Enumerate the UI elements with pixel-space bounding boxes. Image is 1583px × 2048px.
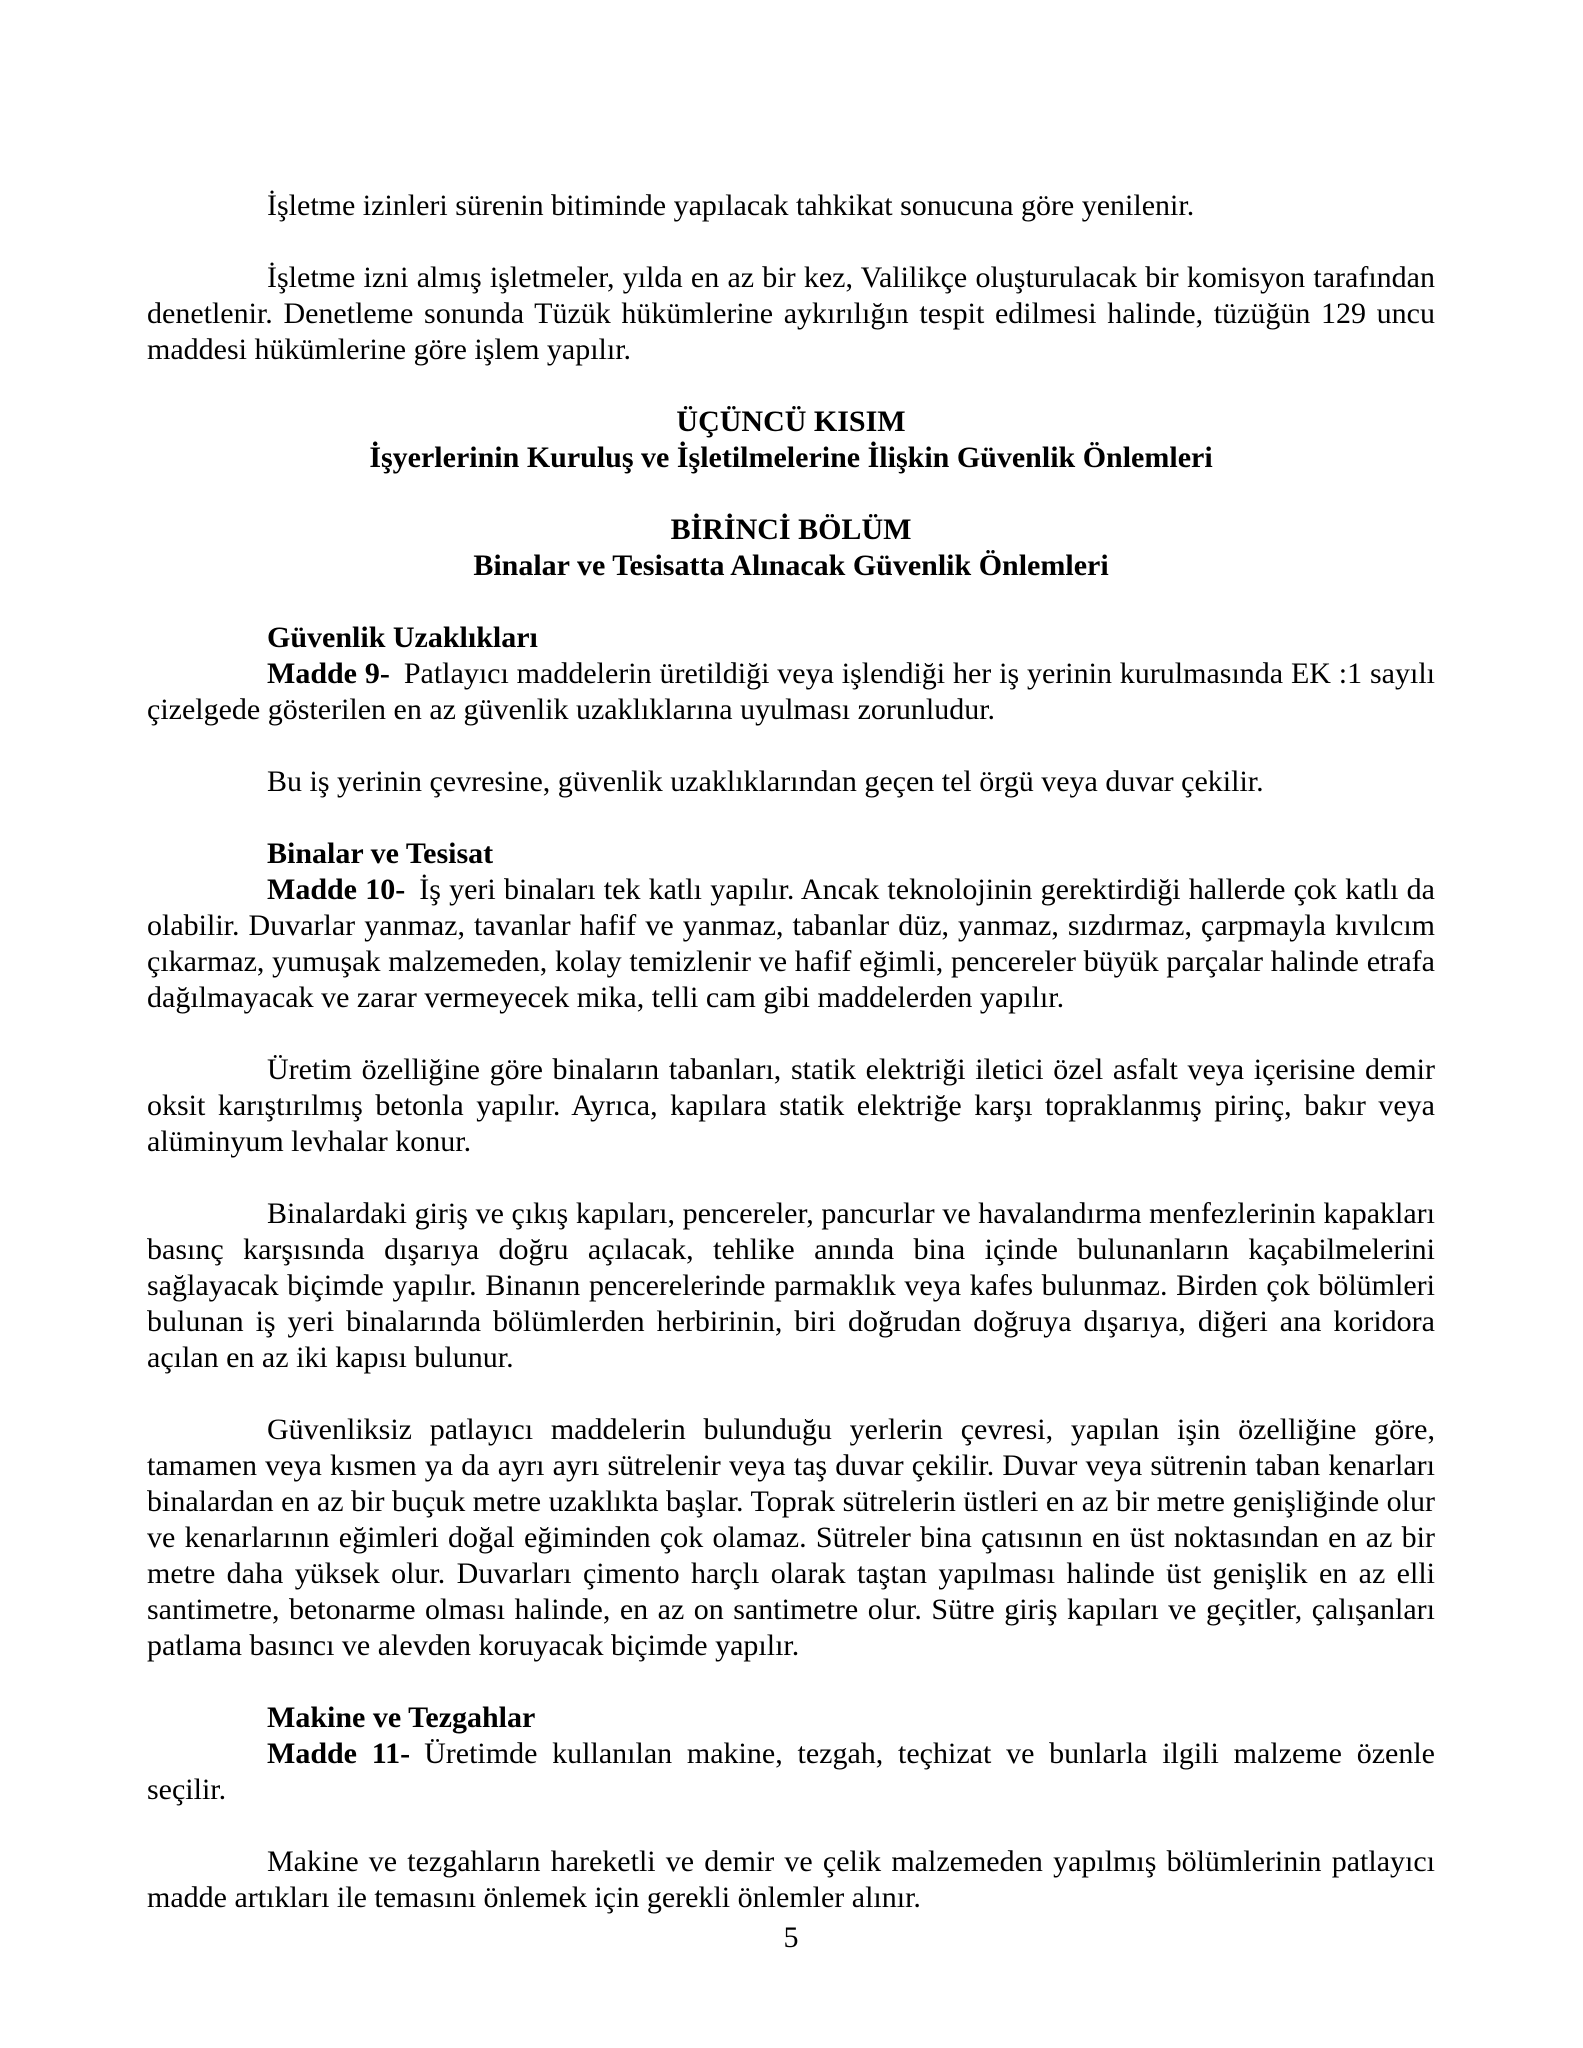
madde-9-label: Madde 9- bbox=[267, 657, 390, 690]
subheading-guvenlik-uzakliklari: Güvenlik Uzaklıkları bbox=[267, 621, 538, 654]
paragraph-madde-11 bbox=[147, 1736, 1435, 1808]
section-subtitle-ucuncu-kisim: İşyerlerinin Kuruluş ve İşletilmelerine İlişkin Güvenlik Önlemleri bbox=[369, 441, 1213, 474]
section-title-ucuncu-kisim: ÜÇÜNCÜ KISIM bbox=[676, 405, 906, 438]
paragraph-madde-9 bbox=[147, 656, 1435, 728]
madde-10-text: İş yeri binaları tek katlı yapılır. Ancak teknolojinin gerektirdiği hallerde çok katlı da olabilir. Duvarlar yanmaz, tavanlar hafif ve yanmaz, tabanlar düz, yanmaz, sızdırmaz, çarpmayla kıvılcım çıkarmaz, yumuşak malzemeden, kolay temizlenir ve hafif eğimli, pencereler büyük parçalar halinde etrafa dağılmayacak ve zarar vermeyecek mika, telli cam gibi maddelerden yapılır. bbox=[147, 873, 1435, 1014]
paragraph-uretim-ozelligi: Üretim özelliğine göre binaların tabanları, statik elektriği iletici özel asfalt veya içerisine demir oksit karıştırılmış betonla yapılır. Ayrıca, kapılara statik elektriğe karşı topraklanmış pirinç, bakır veya alüminyum levhalar konur. bbox=[147, 1053, 1435, 1158]
madde-9-text: Patlayıcı maddelerin üretildiği veya işlendiği her iş yerinin kurulmasında EK :1 sayılı çizelgede gösterilen en az güvenlik uzaklıklarına uyulması zorunludur. bbox=[147, 657, 1435, 726]
paragraph-makine-temas: Makine ve tezgahların hareketli ve demir ve çelik malzemeden yapılmış bölümlerinin patlayıcı madde artıkları ile temasını önlemek için gerekli önlemler alınır. bbox=[147, 1845, 1435, 1914]
paragraph-madde-10 bbox=[147, 872, 1435, 1016]
paragraph-license-renewal: İşletme izinleri sürenin bitiminde yapılacak tahkikat sonucuna göre yenilenir. bbox=[267, 189, 1195, 222]
madde-11-text: Üretimde kullanılan makine, tezgah, teçhizat ve bunlarla ilgili malzeme özenle seçilir. bbox=[147, 1737, 1435, 1806]
subheading-binalar-ve-tesisat: Binalar ve Tesisat bbox=[267, 837, 494, 870]
chapter-subtitle-birinci-bolum: Binalar ve Tesisatta Alınacak Güvenlik Önlemleri bbox=[473, 549, 1109, 582]
madde-10-label: Madde 10- bbox=[267, 873, 406, 906]
paragraph-sutreler: Güvenliksiz patlayıcı maddelerin bulunduğu yerlerin çevresi, yapılan işin özelliğine göre, tamamen veya kısmen ya da ayrı ayrı sütrelenir veya taş duvar çekilir. Duvar veya sütrenin taban kenarları binalardan en az bir buçuk metre uzaklıkta başlar. Toprak sütrelerin üstleri en az bir metre genişliğinde olur ve kenarlarının eğimleri doğal eğiminden çok olamaz. Sütreler bina çatısının en üst noktasından en az bir metre daha yüksek olur. Duvarları çimento harçlı olarak taştan yapılması halinde üst genişlik en az elli santimetre, betonarme olması halinde, en az on santimetre olur. Sütre giriş kapıları ve geçitler, çalışanları patlama basıncı ve alevden koruyacak biçimde yapılır. bbox=[147, 1413, 1435, 1662]
chapter-title-birinci-bolum: BİRİNCİ BÖLÜM bbox=[670, 513, 912, 546]
page-number: 5 bbox=[783, 1921, 799, 1954]
paragraph-giris-cikis-kapilari: Binalardaki giriş ve çıkış kapıları, pencereler, pancurlar ve havalandırma menfezlerinin kapakları basınç karşısında dışarıya doğru açılacak, tehlike anında bina içinde bulunanların kaçabilmelerini sağlayacak biçimde yapılır. Binanın pencerelerinde parmaklık veya kafes bulunmaz. Birden çok bölümleri bulunan iş yeri binalarında bölümlerden herbirinin, biri doğrudan doğruya dışarıya, diğeri ana koridora açılan en az iki kapısı bulunur. bbox=[147, 1197, 1435, 1374]
paragraph-tel-orgu: Bu iş yerinin çevresine, güvenlik uzaklıklarından geçen tel örgü veya duvar çekilir. bbox=[267, 765, 1264, 798]
paragraph-annual-inspection: İşletme izni almış işletmeler, yılda en az bir kez, Valilikçe oluşturulacak bir komisyon tarafından denetlenir. Denetleme sonunda Tüzük hükümlerine aykırılığın tespit edilmesi halinde, tüzüğün 129 uncu maddesi hükümlerine göre işlem yapılır. bbox=[147, 261, 1435, 366]
madde-11-label: Madde 11- bbox=[267, 1737, 411, 1770]
subheading-makine-ve-tezgahlar: Makine ve Tezgahlar bbox=[267, 1701, 536, 1734]
